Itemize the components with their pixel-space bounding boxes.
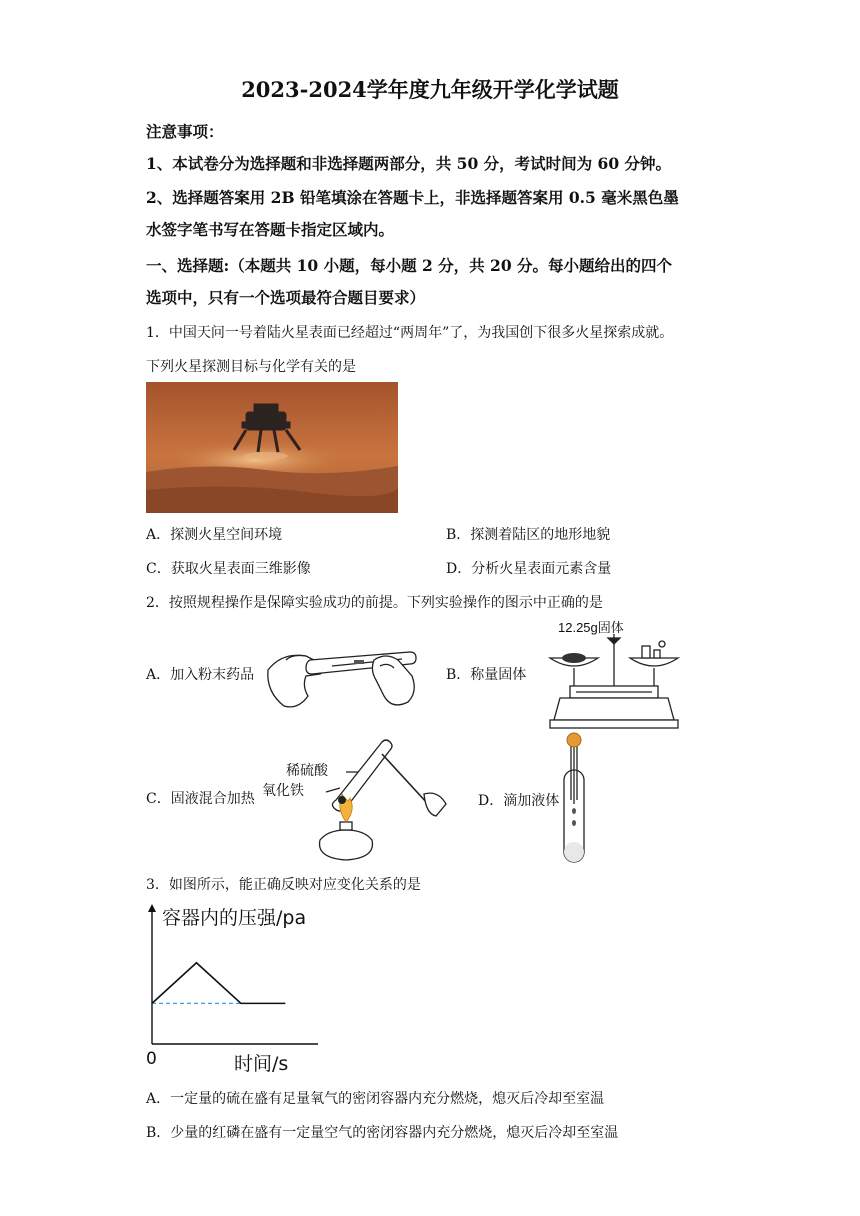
powder-adding-illustration [262, 630, 424, 712]
q1-stem-line2: 下列火星探测目标与化学有关的是 [146, 359, 356, 375]
q2-option-a: A．加入粉末药品 [146, 667, 255, 683]
mars-lander-image [146, 382, 398, 513]
q3-option-b: B．少量的红磷在盛有一定量空气的密闭容器内充分燃烧，熄灭后冷却至室温 [146, 1125, 619, 1141]
section1-heading-line2: 选项中，只有一个选项最符合题目要求） [146, 288, 426, 307]
y-axis-label: 容器内的压强/pa [162, 907, 307, 929]
q1-option-a: A．探测火星空间环境 [146, 527, 283, 543]
y-axis-arrow [148, 904, 156, 912]
notes-item-2-line1: 2、选择题答案用 2B 铅笔填涂在答题卡上，非选择题答案用 0.5 毫米黑色墨 [146, 188, 679, 207]
series-line-0 [152, 963, 285, 1004]
q3-stem: 3．如图所示，能正确反映对应变化关系的是 [146, 877, 421, 893]
q2-option-d: D．滴加液体 [478, 793, 560, 809]
origin-label: 0 [146, 1049, 157, 1069]
acid-label: 稀硫酸 [286, 762, 328, 778]
oxide-label: 氧化铁 [262, 782, 304, 798]
q2-option-b: B．称量固体 [446, 667, 527, 683]
q3-option-a: A．一定量的硫在盛有足量氧气的密闭容器内充分燃烧，熄灭后冷却至室温 [146, 1091, 605, 1107]
q1-stem-line1: 1．中国天问一号着陆火星表面已经超过“两周年”了，为我国创下很多火星探索成就。 [146, 325, 674, 341]
balance-illustration [546, 634, 682, 730]
heating-illustration [312, 734, 456, 864]
notes-item-2-line2: 水签字笔书写在答题卡指定区域内。 [146, 220, 395, 239]
q1-option-b: B．探测着陆区的地形地貌 [446, 527, 611, 543]
pressure-chart [140, 902, 330, 1074]
q2-option-c: C．固液混合加热 [146, 791, 255, 807]
dropper-illustration [560, 730, 590, 866]
q1-option-c: C．获取火星表面三维影像 [146, 561, 311, 577]
q2-stem: 2．按照规程操作是保障实验成功的前提。下列实验操作的图示中正确的是 [146, 595, 603, 611]
balance-label: 12.25g固体 [558, 620, 624, 635]
x-axis-label: 时间/s [234, 1053, 289, 1074]
page-title: 2023-2024学年度九年级开学化学试题 [241, 77, 619, 102]
q1-option-d: D．分析火星表面元素含量 [446, 561, 612, 577]
section1-heading-line1: 一、选择题:（本题共 10 小题，每小题 2 分，共 20 分。每小题给出的四个 [146, 256, 673, 275]
notes-item-1: 1、本试卷分为选择题和非选择题两部分，共 50 分，考试时间为 60 分钟。 [146, 154, 672, 173]
notes-heading: 注意事项： [146, 122, 224, 141]
